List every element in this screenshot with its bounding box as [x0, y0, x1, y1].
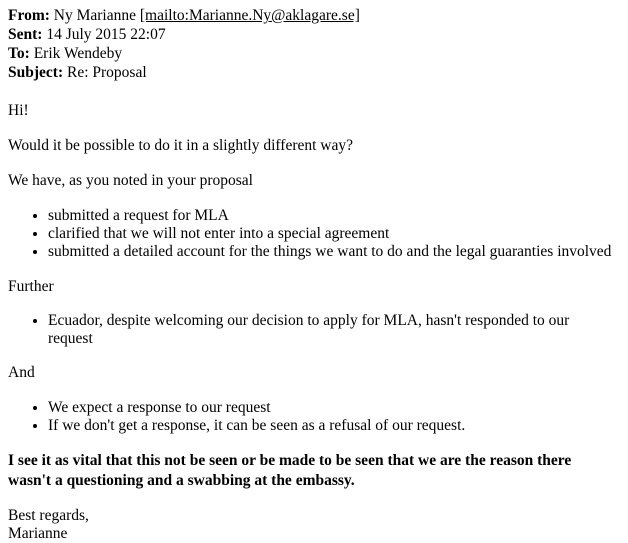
sent-label: Sent: — [8, 26, 43, 43]
list-item: • Ecuador, despite welcoming our decision to apply for MLA, hasn't responded to our request — [48, 312, 588, 348]
email-message — [8, 6, 626, 543]
list-item: • submitted a request for MLA — [48, 207, 626, 225]
email-header — [8, 6, 626, 82]
subject-value: Re: Proposal — [66, 64, 147, 81]
intro-paragraph: We have, as you noted in your proposal — [8, 172, 253, 189]
to-label: To: — [8, 45, 30, 62]
further-paragraph: Further — [8, 278, 54, 295]
list-item: • submitted a detailed account for the things we want to do and the legal guaranties involved — [48, 243, 626, 261]
greeting: Hi! — [8, 102, 29, 119]
to-line — [8, 44, 626, 63]
list-item: • clarified that we will not enter into a special agreement — [48, 225, 626, 243]
question-paragraph: Would it be possible to do it in a slightly different way? — [8, 137, 354, 154]
subject-line — [8, 63, 626, 82]
list-item: • We expect a response to our request — [48, 399, 626, 417]
actions-list — [8, 207, 626, 261]
further-list — [8, 312, 626, 348]
from-line — [8, 6, 626, 25]
email-body — [8, 102, 626, 543]
and-paragraph: And — [8, 364, 35, 381]
bold-statement: I see it as vital that this not be seen or be made to be seen that we are the reason there wasn't a questioning and a swabbing at the embassy. — [8, 452, 572, 489]
from-mailto-link[interactable]: [mailto:Marianne.Ny@aklagare.se] — [139, 7, 360, 24]
to-value: Erik Wendeby — [33, 45, 123, 62]
expectations-list — [8, 399, 626, 435]
signature: Marianne — [8, 525, 68, 542]
sent-value: 14 July 2015 22:07 — [46, 26, 166, 43]
subject-label: Subject: — [8, 64, 64, 81]
list-item: • If we don't get a response, it can be seen as a refusal of our request. — [48, 417, 626, 435]
sent-line — [8, 25, 626, 44]
from-label: From: — [8, 7, 50, 24]
from-name: Ny Marianne — [53, 7, 136, 24]
closing: Best regards, — [8, 507, 89, 524]
